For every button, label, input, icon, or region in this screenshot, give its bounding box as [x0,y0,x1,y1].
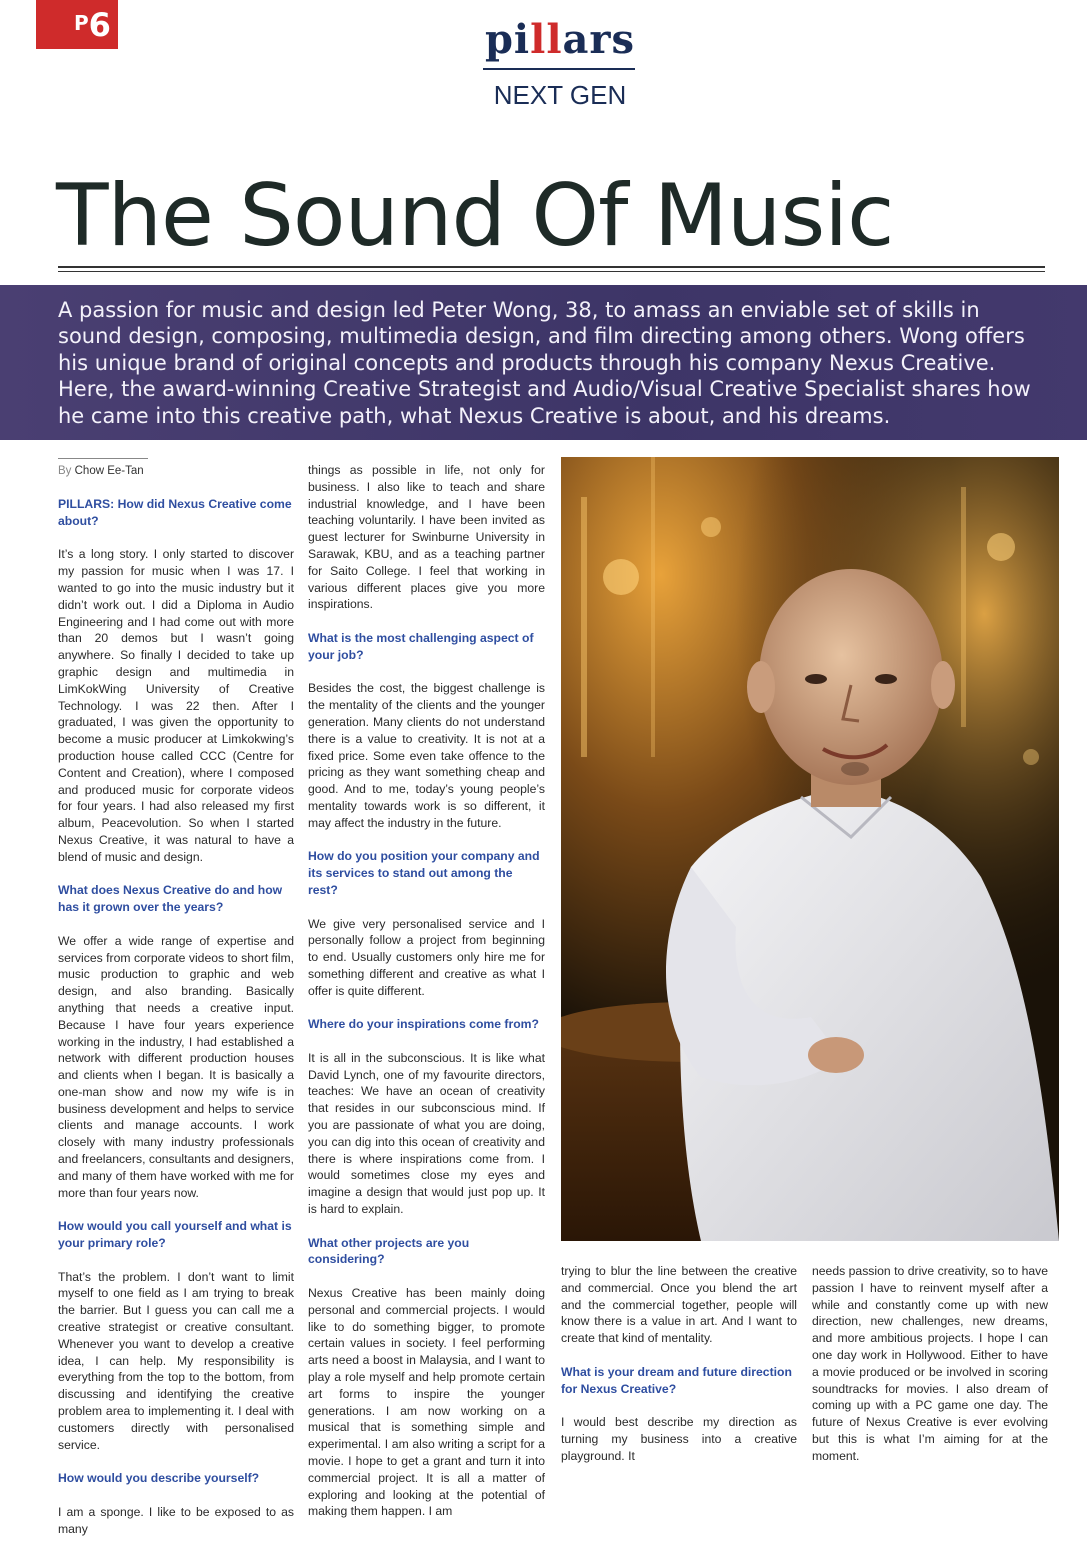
page-number-tab [36,0,118,49]
question: Where do your inspirations come from? [308,1017,539,1032]
magazine-logo [440,16,680,63]
logo-part-2: ll [530,16,563,63]
page-prefix: P [74,11,89,35]
byline [58,465,144,477]
byline-rule [58,458,148,459]
logo-part-3: ars [562,16,636,63]
answer: It is all in the subconscious. It is like what David Lynch, one of my favourite directors, teaches: We have an ocean of creativity that resides in our subconscious mind. If you are passionate of what you are doing, you can dig into this ocean of creativity and there is where inspirations come from. I would sometimes close my eyes and imagine a design that would just pop up. It is hard to explain. [308,1050,545,1217]
headline-rule-bottom [58,271,1045,272]
portrait-illustration [561,457,1059,1241]
logo-underline [483,68,635,70]
deck-banner [0,285,1087,440]
answer: Nexus Creative has been mainly doing personal and commercial projects. I would like to do something bigger, to promote certain values in society. I feel performing arts need a boost in Malaysia, and I want to play a role myself and help promote certain art forms to inspire the younger generations. I am now working on a musical that is something simple and experimental. I am also writing a script for a movie. I hope to get a grant and turn it into commercial project. It is all a matter of exploring and looking at the potential of making them happen. I am [308,1286,545,1519]
answer: We offer a wide range of expertise and services from corporate videos to short film, music production to graphic and web design, and also branding. Basically anything that needs a creative input. Because I have four years experience working in the industry, I had established a network with different production houses and clients when I began. It is basically a one-man show and now my wife is in business development and helps to service clients and manage accounts. I work closely with many industry professionals and freelancers, consultants and designers, and many of them have worked with me for more than four years now. [58,933,294,1200]
question: PILLARS: How did Nexus Creative come about? [58,497,292,528]
question: How do you position your company and its services to stand out among the rest? [308,849,540,897]
logo-part-1: pi [484,16,531,63]
answer: Besides the cost, the biggest challenge is the mentality of the clients and the younger generation. Many clients do not understand there is a value to creativity. It is not at a fixed price. Some even take offence to the pricing as they want something cheap and good. And to me, today’s young people’s mentality towards work is so different, it may affect the industry in the future. [308,681,545,830]
question: What other projects are you considering? [308,1235,470,1267]
article-headline: The Sound Of Music [56,166,894,266]
answer: It’s a long story. I only started to discover my passion for music when I was 17. I wanted to go into the music industry but it didn’t work out. I did a Diploma in Audio Engineering and I had come out with more than 20 demos but I wasn’t going anywhere. So finally I decided to take up graphic design and multimedia in LimKokWing University of Creative Technology. I was 22 then. After I graduated, I was given the opportunity to become a music producer at Limkokwing’s production house called CCC (Centre for Content and Creation), where I composed and produced music for corporate videos for four years. I had also released my first album, Peacevolution. So when I started Nexus Creative, it was natural to have a blend of music and design. [58,547,294,864]
column-1 [58,496,294,1554]
page-digit: 6 [88,6,111,44]
question: How would you describe yourself? [58,1471,260,1486]
question: What does Nexus Creative do and how has it grown over the years? [58,883,283,915]
page-number [74,6,111,44]
question: What is the most challenging aspect of your job? [308,630,534,662]
column-2 [308,462,545,1537]
section-label: NEXT GEN [493,80,627,110]
byline-author: Chow Ee-Tan [74,465,144,477]
headline-rule-top [58,266,1045,268]
answer: I am a sponge. I like to be exposed to as many [58,1504,294,1536]
column-3 [561,1263,797,1481]
answer: We give very personalised service and I personally follow a project from beginning to end. Usually customers only hire me for something different and creative as what I offer is quite different. [308,916,545,998]
portrait-photo [561,457,1059,1241]
answer: I would best describe my direction as turning my business into a creative playground. It [561,1415,797,1463]
answer: needs passion to drive creativity, so to have passion I have to reinvent myself after a while and constantly come up with new direction, new challenges, new dreams, and more ambitious projects. I hope I can one day work in Hollywood. Either to have a movie produced or be involved in scoring soundtracks for movies. I also dream of coming up with a PC game one day. The future of Nexus Creative is ever evolving but this is what I’m aiming for at the moment. [812,1264,1048,1463]
byline-prefix: By [58,465,72,477]
answer: things as possible in life, not only for business. I also like to teach and share industrial knowledge, and I have been teaching voluntarily. I have been invited as guest lecturer for Swinburne University in Sarawak, KBU, and as a teaching partner for Saito College. I feel that working in various different places give you more inspirations. [308,463,545,612]
answer: trying to blur the line between the creative and commercial. Once you blend the art and the commercial together, people will know there is a value in art. And I want to create that kind of mentality. [561,1264,797,1346]
question: What is your dream and future direction for Nexus Creative? [561,1364,792,1396]
question: How would you call yourself and what is your primary role? [58,1219,292,1251]
answer: That’s the problem. I don’t want to limit myself to one field as I am trying to break the barrier. But I guess you can call me a creative strategist or creative consultant. Whenever you want to develop a creative idea, I can help. My responsibility is everything from the top to the bottom, from discussing and identifying the creative problem area to implementing it. I deal with customers directly with personalised service. [58,1269,294,1452]
deck-text: A passion for music and design led Peter Wong, 38, to amass an enviable set of skills in sound design, composing, multimedia design, and film directing among others. Wong offers his unique brand of original concepts and products through his company Nexus Creative. Here, the award-winning Creative Strategist and Audio/Visual Creative Specialist shares how he came into this creative path, what Nexus Creative is about, and his dreams. [58,298,1031,428]
column-4 [812,1263,1048,1481]
